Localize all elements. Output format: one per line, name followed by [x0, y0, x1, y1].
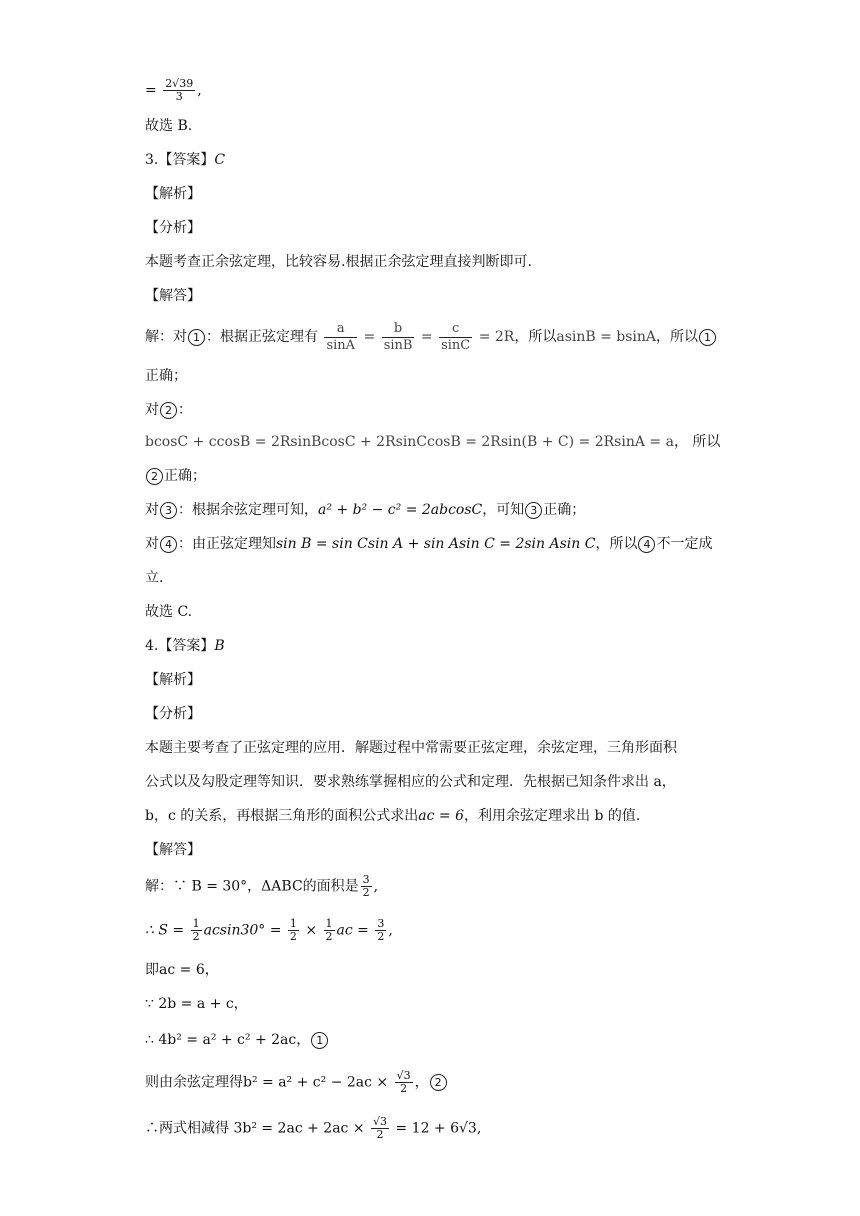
conclusion-line: 故选 B.	[145, 118, 193, 134]
circled-number: 2	[160, 402, 177, 419]
circled-number: 3	[160, 502, 177, 519]
fraction: $\frac{1}{2}$	[325, 917, 333, 943]
q3-fenxi-heading: 【分析】	[145, 220, 201, 236]
q4-step-6: 则由余弦定理得b² = a² + c² − 2ac × $\frac{√3}{2}$ ， 2	[145, 1070, 448, 1095]
circled-number: 4	[160, 536, 177, 553]
circled-number: 2	[430, 1074, 447, 1091]
fraction: $\frac{1}{2}$	[192, 917, 200, 943]
q3-step-1: 解：对 1 ：根据正弦定理有 $\frac{a}{\sin A}$ = $\frac{b}{\sin B}$ = $\frac{c}{\sin C}$ = 2R，所以asinB = bsinA，所以 1	[145, 320, 717, 354]
q4-analysis-line-1: 本题主要考查了正弦定理的应用．解题过程中常需要正弦定理，余弦定理，三角形面积	[145, 740, 677, 756]
q4-answer-header: 4.【答案】B	[145, 638, 225, 654]
q3-step-2-tail: 2 正确；	[145, 466, 206, 486]
fraction: $\frac{2√39}{3}$	[165, 77, 194, 103]
circled-number: 4	[638, 536, 655, 553]
q4-step-4: ∵ 2b = a + c，	[145, 996, 248, 1012]
q3-conclusion: 故选 C.	[145, 604, 193, 620]
circled-number: 1	[699, 329, 716, 346]
fraction: $\frac{√3}{2}$	[396, 1069, 411, 1095]
q3-step-3: 对 3 ：根据余弦定理可知，a² + b² − c² = 2abcosC，可知 3 正确；	[145, 502, 586, 518]
q3-jiexi-heading: 【解析】	[145, 186, 201, 202]
q3-jieda-heading: 【解答】	[145, 288, 201, 304]
q3-step-2-head: 对 2 ：	[145, 402, 192, 418]
q3-answer-header: 3.【答案】C	[145, 152, 226, 168]
fraction: $\frac{b}{\sin B}$	[383, 320, 413, 353]
circled-number: 3	[525, 502, 542, 519]
q3-step-4: 对 4 ：由正弦定理知sin B = sin Csin A + sin Asin C = 2sin Asin C，所以 4 不一定成	[145, 536, 713, 552]
equals-sign: =	[145, 82, 157, 99]
q3-step-4-tail: 立.	[145, 570, 164, 586]
fraction: $\frac{a}{\sin A}$	[326, 320, 356, 353]
q4-step-1: 解：∵ B = 30°，ΔABC的面积是 $\frac{3}{2}$ ,	[145, 873, 379, 899]
q4-step-2: ∴ S = $\frac{1}{2}$ acsin30° = $\frac{1}{2}$ × $\frac{1}{2}$ ac = $\frac{3}{2}$ ,	[145, 917, 393, 943]
fraction: $\frac{c}{\sin C}$	[441, 320, 471, 353]
q4-step-3: 即ac = 6，	[145, 962, 219, 978]
fraction: $\frac{1}{2}$	[289, 917, 297, 943]
fraction: $\frac{√3}{2}$	[373, 1115, 388, 1141]
q4-step-5: ∴ 4b² = a² + c² + 2ac， 1	[145, 1030, 329, 1050]
q3-analysis-text: 本题考查正余弦定理，比较容易.根据正余弦定理直接判断即可.	[145, 254, 532, 270]
q4-fenxi-heading: 【分析】	[145, 706, 201, 722]
q4-jiexi-heading: 【解析】	[145, 672, 201, 688]
fraction: $\frac{3}{2}$	[377, 917, 385, 943]
fraction: $\frac{3}{2}$	[362, 873, 370, 899]
result-line: = $\frac{2√39}{3}$ ,	[145, 77, 202, 103]
circled-number: 1	[188, 329, 205, 346]
q4-step-7: ∴两式相减得 3b² = 2ac + 2ac × $\frac{√3}{2}$ = 12 + 6√3,	[145, 1115, 482, 1141]
q3-step-1-tail: 正确；	[145, 368, 187, 384]
q4-analysis-line-2: 公式以及勾股定理等知识．要求熟练掌握相应的公式和定理．先根据已知条件求出 a，	[145, 774, 676, 790]
q3-step-2-equation: bcosC + ccosB = 2RsinBcosC + 2RsinCcosB = 2Rsin(B + C) = 2RsinA = a， 所以	[145, 434, 721, 450]
circled-number: 1	[311, 1032, 328, 1049]
q4-analysis-line-3: b，c 的关系，再根据三角形的面积公式求出ac = 6，利用余弦定理求出 b 的值.	[145, 808, 641, 824]
q4-jieda-heading: 【解答】	[145, 842, 201, 858]
circled-number: 2	[146, 468, 163, 485]
